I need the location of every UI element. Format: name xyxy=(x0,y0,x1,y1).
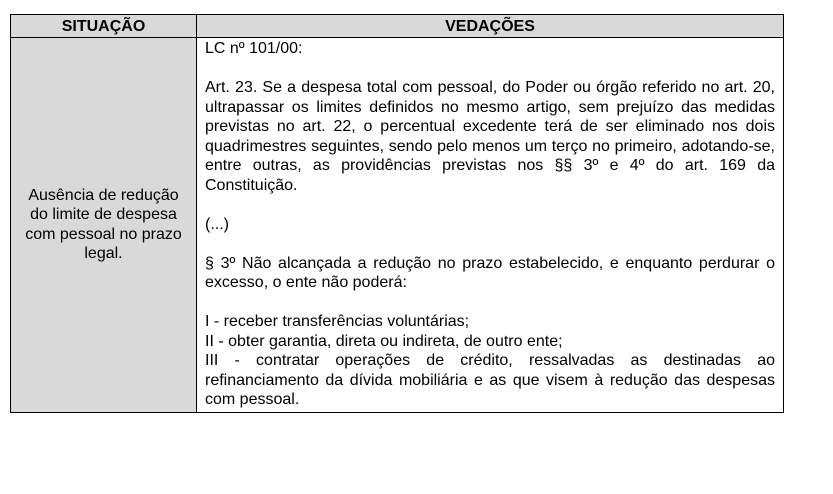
vedacoes-table xyxy=(10,14,784,413)
item-ii-text: II - obter garantia, direta ou indireta, de outro ente; xyxy=(205,332,563,350)
paragraph-3-text: § 3º Não alcançada a redução no prazo estabelecido, e enquanto perdurar o excesso, o ente não poderá: xyxy=(205,254,775,291)
header-vedacoes: VEDAÇÕES xyxy=(197,15,784,38)
ellipsis-text: (...) xyxy=(205,215,229,233)
item-i-text: I - receber transferências voluntárias; xyxy=(205,313,470,330)
item-iii-text: III - contratar operações de crédito, ressalvadas as destinadas ao refinanciamento da dívida mobiliária e as que visem à redução das despesas com pessoal. xyxy=(205,352,775,408)
vedacoes-cell xyxy=(197,38,784,413)
table-header-row xyxy=(11,15,784,38)
header-situacao: SITUAÇÃO xyxy=(11,15,197,38)
article-23-text: Art. 23. Se a despesa total com pessoal, do Poder ou órgão referido no art. 20, ultrapassar os limites definidos no mesmo artigo, sem prejuízo das medidas previstas no art. 22, o percentual excedente terá de ser eliminado nos dois quadrimestres seguintes, sendo pelo menos um terço no primeiro, adotando-se, entre outras, as providências previstas nos §§ 3º e 4º do art. 169 da Constituição. xyxy=(205,79,775,194)
law-reference: LC nº 101/00: xyxy=(205,40,303,57)
table-row xyxy=(11,38,784,413)
situacao-cell: Ausência de redução do limite de despesa com pessoal no prazo legal. xyxy=(11,38,197,413)
